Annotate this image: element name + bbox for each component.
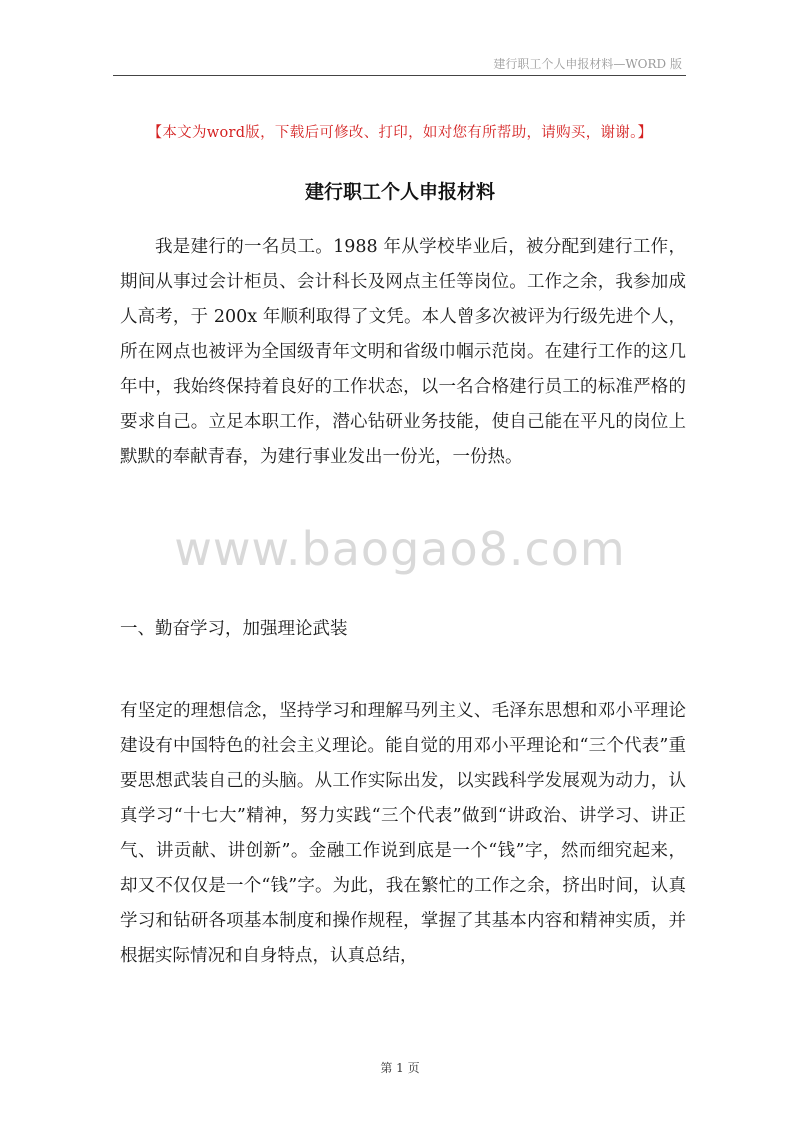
page-number: 第 1 页 [380,1061,420,1075]
header-divider [113,75,686,76]
download-notice: 【本文为word版，下载后可修改、打印，如对您有所帮助，请购买，谢谢。】 [147,125,653,141]
document-title: 建行职工个人申报材料 [304,181,495,203]
watermark-text: www.baogao8.com [174,522,626,576]
intro-paragraph: 我是建行的一名员工。1988 年从学校毕业后，被分配到建行工作，期间从事过会计柜员、会计科长及网点主任等岗位。工作之余，我参加成人高考，于 200x 年顺利取得了文凭。本人曾多次被评为行级先进个人，所在网点也被评为全国级青年文明和省级巾帼示范岗。在建行工作的这几年中，我始终保持着良好的工作状态，以一名合格建行员工的标准严格的要求自己。立足本职工作，潜心钻研业务技能，使自己能在平凡的岗位上默默的奉献青春，为建行事业发出一份光，一份热。 [120,237,686,467]
body-paragraph: 有坚定的理想信念，坚持学习和理解马列主义、毛泽东思想和邓小平理论建设有中国特色的社会主义理论。能自觉的用邓小平理论和“三个代表”重要思想武装自己的头脑。从工作实际出发，以实践科学发展观为动力，认真学习“十七大”精神，努力实践“三个代表”做到“讲政治、讲学习、讲正气、讲贡献、讲创新”。金融工作说到底是一个“钱”字，然而细究起来，却又不仅仅是一个“钱”字。为此，我在繁忙的工作之余，挤出时间，认真学习和钻研各项基本制度和操作规程，掌握了其基本内容和精神实质，并根据实际情况和自身特点，认真总结， [120,701,686,966]
page-header: 建行职工个人申报材料—WORD 版 [493,57,682,71]
section-heading: 一、勤奋学习，加强理论武装 [120,619,348,639]
